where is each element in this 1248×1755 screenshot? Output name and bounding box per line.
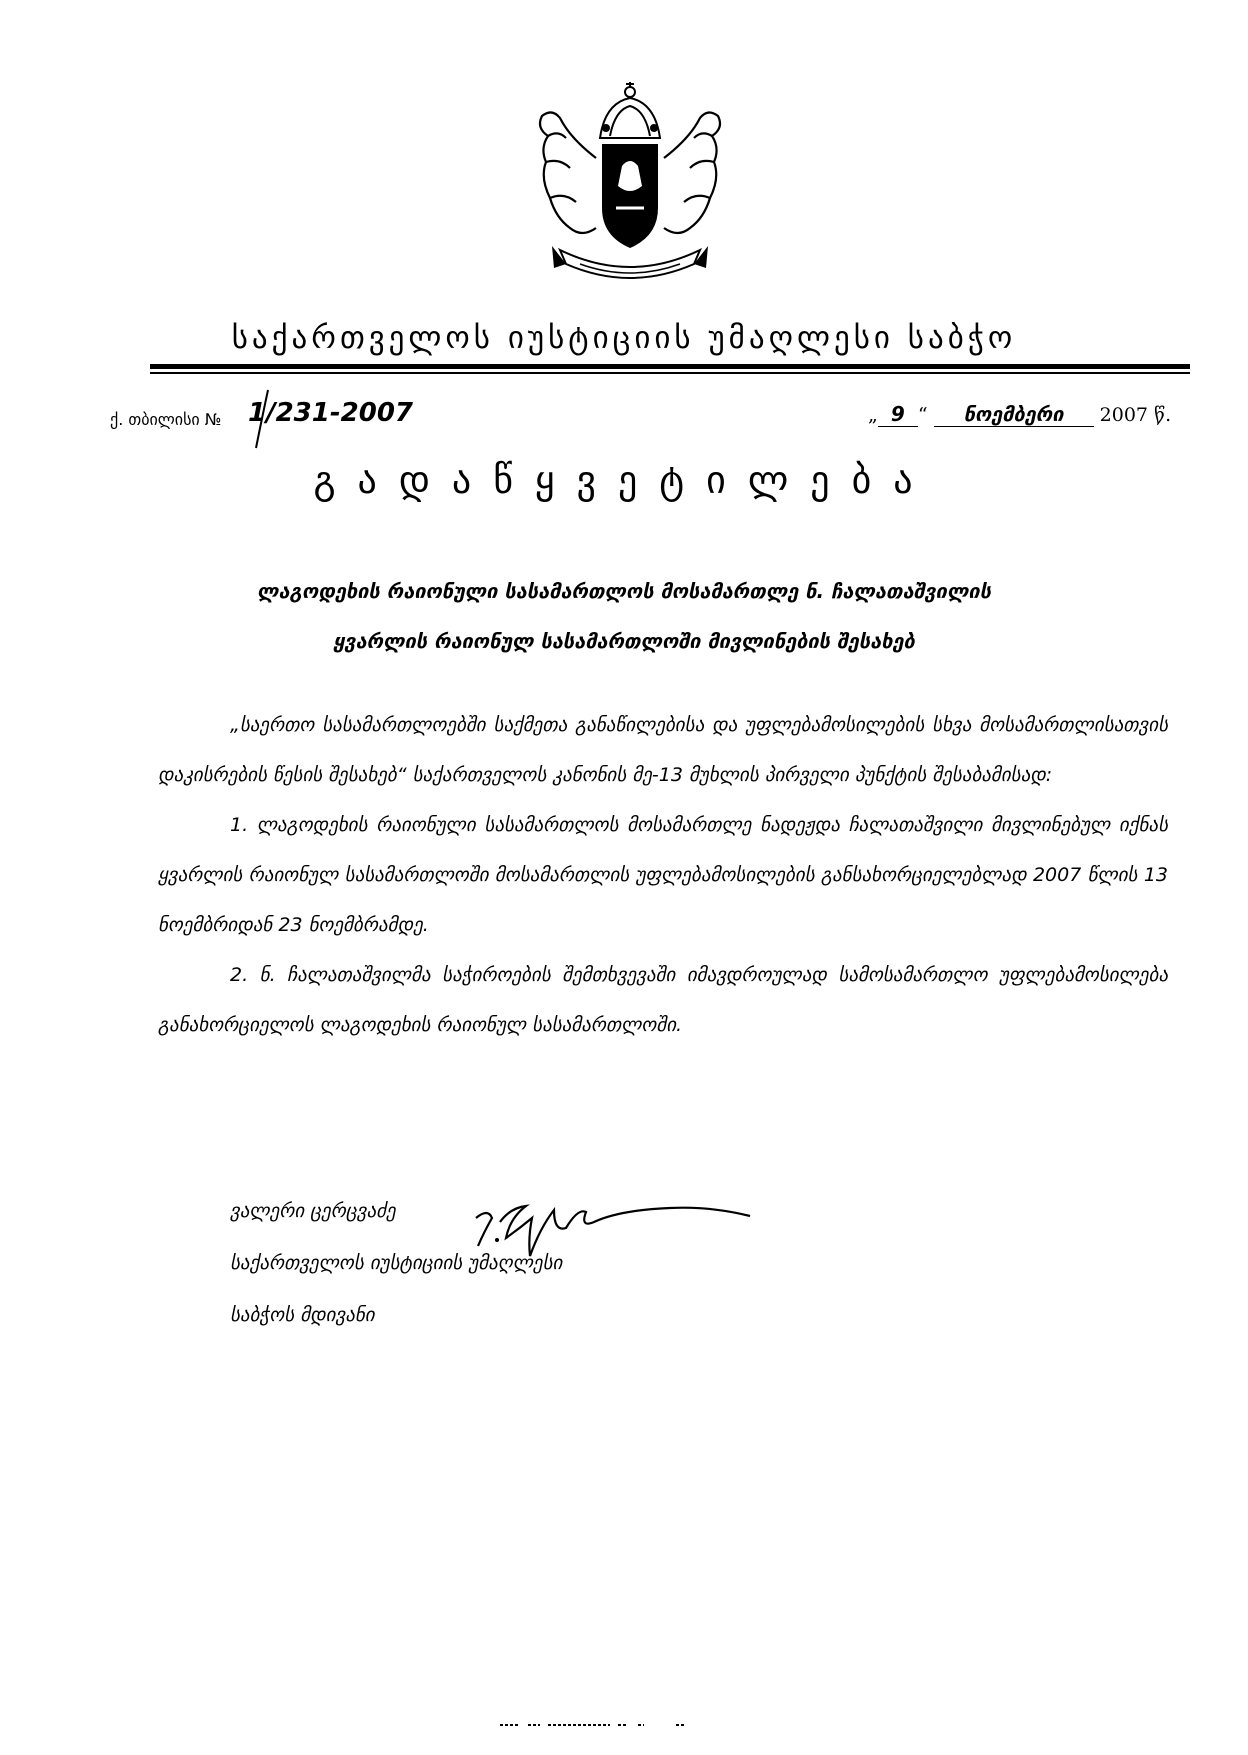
date-day: 9 [878,402,918,427]
handwritten-flourish [252,388,272,450]
date-open-quote: „ [868,404,878,426]
body-intro-paragraph: „საერთო სასამართლოებში საქმეთა განაწილებისა და უფლებამოსილების სხვა მოსამართლისათვის დაკისრების წესის შესახებ“ საქართველოს კანონის მე-13 მუხლის პირველი პუნქტის შესაბამისად: [158,714,1168,786]
date-year: 2007 წ. [1099,404,1172,426]
coat-of-arms-emblem [530,78,730,290]
signatory-title-line-1: საქართველოს იუსტიციის უმაღლესი [230,1252,563,1274]
document-title: გადაწყვეტილება [313,458,935,502]
footer-scan-marks [500,1722,690,1728]
organization-header: საქართველოს იუსტიციის უმაღლესი საბჭო [231,320,1017,356]
header-divider-thin [150,372,1190,374]
document-body [158,700,1168,1050]
header-divider-thick [150,364,1190,369]
subject-line-2: ყვარლის რაიონულ სასამართლოში მივლინების შესახებ [333,629,915,653]
document-number: 1/231-2007 [248,398,414,428]
document-date [868,402,1171,427]
signatory-title-line-2: საბჭოს მდივანი [230,1304,375,1326]
document-location: ქ. თბილისი № [110,410,222,429]
subject-line-1: ლაგოდეხის რაიონული სასამართლოს მოსამართლე ნ. ჩალათაშვილის [257,579,991,603]
body-item-1: 1. ლაგოდეხის რაიონული სასამართლოს მოსამართლე ნადეჟდა ჩალათაშვილი მივლინებულ იქნას ყვარლის რაიონულ სასამართლოში მოსამართლის უფლებამოსილების განსახორციელებლად 2007 წლის 13 ნოემბრიდან 23 ნოემბრამდე. [158,814,1168,936]
date-close-quote: “ [917,404,928,426]
document-subject [0,566,1248,666]
signatory-name: ვალერი ცერცვაძე [230,1200,396,1222]
date-month: ნოემბერი [934,402,1094,427]
body-item-2: 2. ნ. ჩალათაშვილმა საჭიროების შემთხვევაში იმავდროულად სამოსამართლო უფლებამოსილება განახორციელოს ლაგოდეხის რაიონულ სასამართლოში. [158,964,1168,1036]
